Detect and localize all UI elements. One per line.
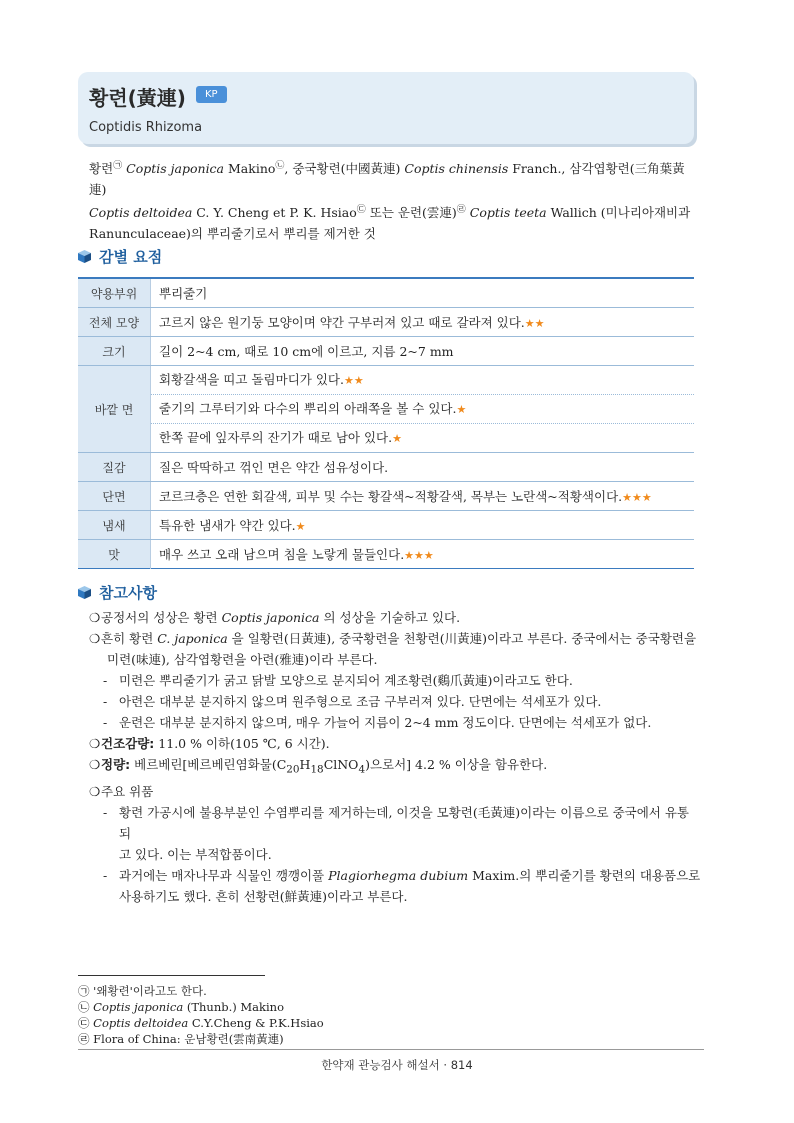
note-text: 흔히 황련 — [101, 631, 158, 646]
sub-line — [151, 395, 694, 424]
page-title: 황련(黃連) — [89, 86, 186, 110]
footnote-mark: ㉣ — [456, 205, 466, 216]
note-text: H — [299, 757, 311, 772]
species-name: Coptis teeta — [469, 205, 547, 221]
row-label: 전체 모양 — [78, 308, 151, 337]
row-value-text: 코르크층은 연한 회갈색, 피부 및 수는 황갈색~적황갈색, 목부는 노란색~적황색이다. — [159, 489, 623, 504]
row-value-text: 회황갈색을 띠고 돌림마디가 있다. — [159, 372, 344, 387]
feature-table — [78, 277, 694, 569]
intro-text: Franch., 삼각엽황련(三角葉黃連) — [89, 161, 685, 198]
species-name: Coptis japonica — [221, 610, 320, 625]
note-text: 베르베린[베르베린염화물(C — [130, 757, 287, 772]
bullet: ❍ — [89, 631, 101, 646]
footnote-mark: ㉢ — [356, 205, 366, 216]
note-continuation: 미련(味連), 삼각엽황련을 아련(雅連)이라 부른다. — [107, 652, 378, 667]
note-text: Maxim.의 뿌리줄기를 황련의 대용품으로 — [468, 867, 701, 883]
row-value — [151, 511, 695, 540]
intro-text: 황련 — [89, 161, 114, 177]
list-item — [89, 607, 701, 628]
table-row — [78, 482, 694, 511]
cube-icon — [78, 250, 91, 263]
note-text: 운련은 대부분 분지하지 않으며, 매우 가늘어 지름이 2~4 mm 정도이다. 단면에는 석세포가 없다. — [119, 715, 652, 730]
footnote — [78, 999, 324, 1015]
row-value-text: 줄기의 그루터기와 다수의 뿌리의 아래쪽을 볼 수 있다. — [159, 401, 457, 416]
list-subitem — [89, 865, 701, 886]
dash: - — [103, 673, 108, 688]
table-row — [78, 337, 694, 366]
species-name: Coptis japonica — [126, 161, 225, 177]
footnote-mark: ㉠ — [78, 984, 90, 998]
list-subitem — [89, 712, 701, 733]
star-rating: ★ — [456, 403, 467, 416]
title-box — [78, 72, 694, 144]
note-text: 주요 위품 — [101, 783, 154, 799]
table-row — [78, 308, 694, 337]
star-rating: ★★ — [343, 374, 364, 387]
row-value-text: 한쪽 끝에 잎자루의 잔기가 때로 남아 있다. — [159, 430, 393, 445]
star-rating: ★ — [392, 432, 402, 445]
row-value — [151, 453, 695, 482]
row-value — [151, 540, 695, 569]
page-footer: 한약재 관능검사 해설서 · 814 — [321, 1058, 473, 1072]
list-item — [89, 628, 701, 649]
note-text: 의 성상을 기술하고 있다. — [319, 610, 461, 625]
intro-text: Ranunculaceae)의 뿌리줄기로서 뿌리를 제거한 것 — [89, 226, 376, 242]
note-text: 아련은 대부분 분지하지 않으며 원주형으로 조금 구부러져 있다. 단면에는 석세포가 있다. — [119, 694, 602, 709]
footnotes — [78, 983, 324, 1047]
subscript: 20 — [286, 763, 300, 776]
footnote-text: '왜황련'이라고도 한다. — [89, 984, 207, 998]
bullet: ❍ — [89, 736, 101, 751]
row-value — [151, 278, 695, 308]
bullet: ❍ — [89, 757, 101, 772]
reference-notes — [89, 607, 701, 907]
sub-line — [151, 424, 694, 452]
row-value — [151, 337, 695, 366]
sub-line — [151, 366, 694, 395]
star-rating: ★★ — [524, 317, 545, 330]
footnote-text: C.Y.Cheng & P.K.Hsiao — [188, 1016, 324, 1030]
species-name: Coptis deltoidea — [89, 205, 193, 221]
intro-text: Wallich (미나리아재비과 — [546, 205, 691, 221]
note-text: 황련 가공시에 불용부분인 수염뿌리를 제거하는데, 이것을 모황련(毛黃連)이라는 이름으로 중국에서 유통되 — [119, 804, 689, 841]
table-row — [78, 453, 694, 482]
row-label: 맛 — [78, 540, 151, 569]
note-continuation: 사용하기도 했다. 흔히 선황련(鮮黃連)이라고 부른다. — [119, 888, 408, 904]
table-row — [78, 540, 694, 569]
bullet: ❍ — [89, 783, 101, 799]
list-subitem — [89, 691, 701, 712]
footnote-text: (Thunb.) Makino — [183, 1000, 284, 1014]
footnote — [78, 983, 324, 999]
keyword: 정량: — [101, 757, 131, 772]
note-text: )으로서] 4.2 % 이상을 함유한다. — [365, 757, 548, 772]
row-value-text: 뿌리줄기 — [159, 286, 208, 301]
table-row — [78, 511, 694, 540]
species-name: C. japonica — [157, 631, 228, 646]
dash: - — [103, 694, 108, 709]
row-label: 바깥 면 — [78, 366, 151, 453]
note-text: 과거에는 매자나무과 식물인 깽깽이풀 — [119, 867, 329, 883]
footnote-mark: ㉣ — [78, 1032, 90, 1046]
note-text: 11.0 % 이하(105 ℃, 6 시간). — [154, 736, 330, 751]
kp-badge: KP — [196, 86, 227, 103]
bullet: ❍ — [89, 610, 101, 625]
table-row — [78, 366, 694, 453]
row-label: 단면 — [78, 482, 151, 511]
intro-text: Makino — [224, 161, 276, 177]
section-title: 감별 요점 — [99, 248, 163, 266]
dash: - — [103, 804, 108, 820]
footnote-text: Flora of China: 운남황련(雲南黃連) — [89, 1032, 284, 1046]
subscript: 18 — [310, 763, 324, 776]
note-text: ClNO — [323, 757, 359, 772]
footnote-mark: ㉡ — [275, 161, 285, 171]
section-title: 참고사항 — [99, 584, 157, 602]
row-value — [151, 482, 695, 511]
row-value-text: 길이 2~4 cm, 때로 10 cm에 이르고, 지름 2~7 mm — [159, 344, 454, 359]
footnote-mark: ㉡ — [78, 1000, 90, 1014]
footnote — [78, 1015, 324, 1031]
row-value-text: 특유한 냄새가 약간 있다. — [159, 518, 296, 533]
intro-text: 또는 운련(雲連) — [365, 205, 457, 221]
species-name: Coptis japonica — [89, 1000, 184, 1014]
star-rating: ★ — [295, 520, 306, 533]
note-text: 미련은 뿌리줄기가 굵고 닭발 모양으로 분지되어 계조황련(鷄爪黃連)이라고도 한다. — [119, 673, 573, 688]
footnote-divider — [78, 975, 265, 976]
star-rating: ★★★ — [622, 491, 652, 504]
page-subtitle: Coptidis Rhizoma — [89, 120, 203, 135]
row-label: 크기 — [78, 337, 151, 366]
table-row — [78, 278, 694, 308]
star-rating: ★★★ — [404, 549, 434, 562]
list-subitem — [89, 670, 701, 691]
note-text: 을 일황련(日黃連), 중국황련을 천황련(川黃連)이라고 부른다. 중국에서는 중국황련을 — [227, 631, 697, 646]
intro-text: , 중국황련(中國黃連) — [284, 161, 405, 177]
species-name: Plagiorhegma dubium — [328, 867, 469, 883]
row-value-text: 질은 딱딱하고 꺾인 면은 약간 섬유성이다. — [159, 460, 389, 475]
footnote-mark: ㉠ — [113, 161, 123, 171]
cube-icon — [78, 586, 91, 599]
subscript: 4 — [358, 763, 366, 776]
list-item — [89, 781, 701, 802]
footnote-mark: ㉢ — [78, 1016, 90, 1030]
row-value-text: 고르지 않은 원기둥 모양이며 약간 구부러져 있고 때로 갈라져 있다. — [159, 315, 525, 330]
list-item — [89, 733, 701, 754]
footnote — [78, 1031, 324, 1047]
section-heading-key-points — [78, 246, 162, 267]
row-value — [151, 366, 695, 453]
row-label: 냄새 — [78, 511, 151, 540]
intro-text: C. Y. Cheng et P. K. Hsiao — [192, 205, 357, 221]
row-value — [151, 308, 695, 337]
note-continuation: 고 있다. 이는 부적합품이다. — [119, 846, 272, 862]
list-subitem — [89, 802, 701, 844]
species-name: Coptis chinensis — [404, 161, 509, 177]
footer-divider — [78, 1049, 704, 1050]
dash: - — [103, 867, 108, 883]
row-value-text: 매우 쓰고 오래 남으며 침을 노랗게 물들인다. — [159, 547, 405, 562]
keyword: 건조감량: — [101, 736, 155, 751]
list-item — [89, 754, 701, 781]
dash: - — [103, 715, 108, 730]
row-label: 약용부위 — [78, 278, 151, 308]
section-heading-references — [78, 582, 157, 603]
intro-paragraph — [89, 156, 699, 244]
species-name: Coptis deltoidea — [89, 1016, 189, 1030]
row-label: 질감 — [78, 453, 151, 482]
note-text: 공정서의 성상은 황련 — [101, 610, 222, 625]
